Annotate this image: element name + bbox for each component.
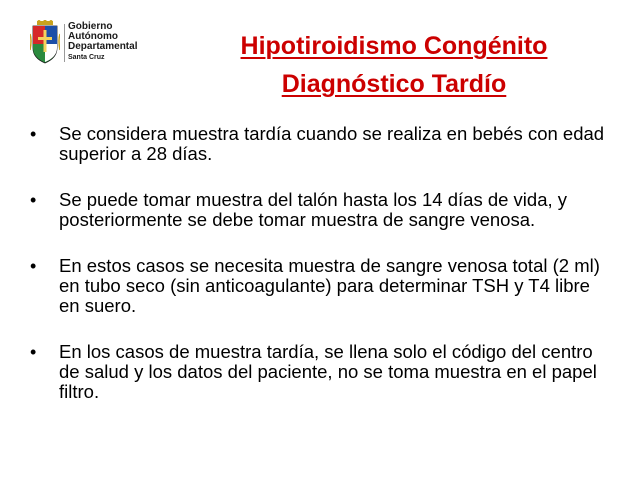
bullet-item xyxy=(30,256,610,316)
bullet-text: Se considera muestra tardía cuando se realiza en bebés con edad superior a 28 días. xyxy=(59,123,605,164)
bullet-item xyxy=(30,124,610,164)
logo-divider xyxy=(64,24,65,62)
bullet-dot: • xyxy=(30,190,37,210)
bullet-dot: • xyxy=(30,342,37,362)
bullet-text: En los casos de muestra tardía, se llena solo el código del centro de salud y los datos del paciente, no se toma muestra en el papel filtro. xyxy=(59,341,597,402)
bullet-text: Se puede tomar muestra del talón hasta los 14 días de vida, y posteriormente se debe tomar muestra de sangre venosa. xyxy=(59,189,568,230)
logo-text xyxy=(68,22,152,62)
bullet-dot: • xyxy=(30,124,37,144)
bullet-item xyxy=(30,342,610,402)
bullet-item xyxy=(30,190,610,230)
title-line-1: Hipotiroidismo Congénito xyxy=(240,32,548,60)
logo-line-departamental: Departamental xyxy=(68,41,138,52)
logo-line-gobierno: Gobierno xyxy=(68,21,113,32)
logo xyxy=(30,20,150,66)
logo-line-santa-cruz: Santa Cruz xyxy=(68,54,105,61)
bullet-list xyxy=(30,124,610,428)
slide-title xyxy=(150,27,638,103)
logo-line-autonomo: Autónomo xyxy=(68,31,118,42)
coat-of-arms-icon xyxy=(30,20,60,64)
bullet-dot: • xyxy=(30,256,37,276)
bullet-text: En estos casos se necesita muestra de sangre venosa total (2 ml) en tubo seco (sin anticoagulante) para determinar TSH y T4 libre en suero. xyxy=(59,255,600,316)
title-line-2: Diagnóstico Tardío xyxy=(281,70,507,98)
